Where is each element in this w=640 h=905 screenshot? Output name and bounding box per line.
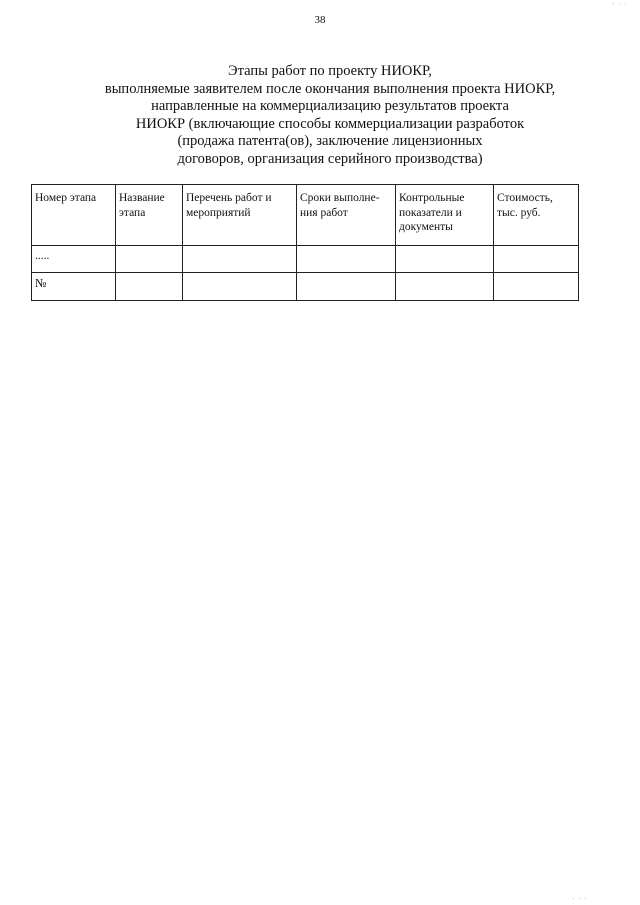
table-cell[interactable] — [396, 273, 494, 301]
page-number: 38 — [314, 14, 326, 26]
table-cell[interactable] — [494, 246, 579, 273]
corner-mark-bottom: · · · — [572, 895, 588, 903]
stages-table — [31, 184, 579, 301]
header-stage-number: Номер этапа — [32, 185, 116, 246]
heading-line: договоров, организация серийного производства) — [177, 150, 483, 167]
header-work-list: Перечень работ и мероприятий — [183, 185, 297, 246]
heading-line: выполняемые заявителем после окончания выполнения проекта НИОКР, — [104, 80, 556, 97]
table-row — [32, 246, 579, 273]
table-cell[interactable]: ..... — [32, 246, 116, 273]
table-cell[interactable] — [297, 273, 396, 301]
table-cell[interactable] — [183, 246, 297, 273]
table-cell[interactable] — [116, 246, 183, 273]
table-header-row — [32, 185, 579, 246]
header-stage-name: Название этапа — [116, 185, 183, 246]
heading-line: (продажа патента(ов), заключение лицензионных — [177, 133, 483, 150]
table-cell[interactable] — [297, 246, 396, 273]
heading-line: направленные на коммерциализацию результатов проекта — [151, 98, 509, 115]
header-deadlines: Сроки выполне-ния работ — [297, 185, 396, 246]
header-cost: Стоимость, тыс. руб. — [494, 185, 579, 246]
table-cell[interactable] — [116, 273, 183, 301]
heading-line: НИОКР (включающие способы коммерциализации разработок — [135, 115, 525, 132]
corner-mark-top: · · · — [612, 0, 628, 8]
table-cell[interactable] — [396, 246, 494, 273]
heading-line: Этапы работ по проекту НИОКР, — [228, 63, 432, 79]
header-control-indicators: Контрольные показатели и документы — [396, 185, 494, 246]
table-row — [32, 273, 579, 301]
document-heading — [60, 63, 600, 169]
table-cell[interactable]: № — [32, 273, 116, 301]
table-cell[interactable] — [183, 273, 297, 301]
table-cell[interactable] — [494, 273, 579, 301]
